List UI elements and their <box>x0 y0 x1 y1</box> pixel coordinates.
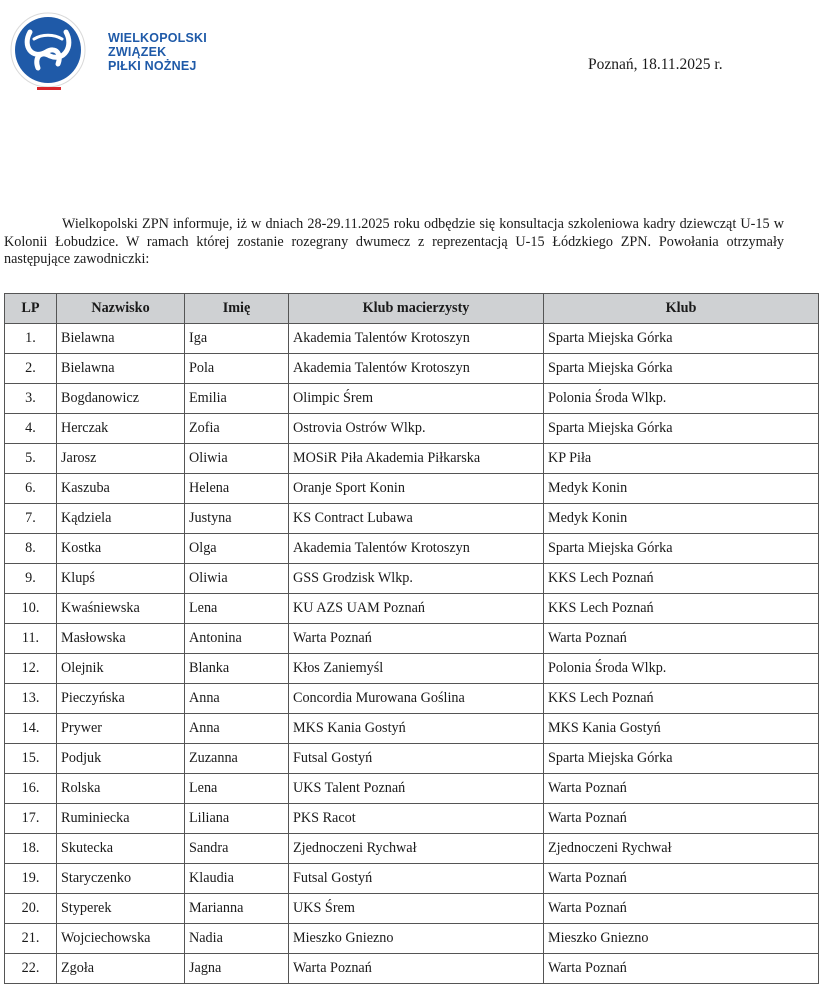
cell-lp: 2. <box>5 354 57 384</box>
table-row <box>5 534 819 564</box>
cell-lp: 11. <box>5 624 57 654</box>
cell-lp: 5. <box>5 444 57 474</box>
cell-club: Warta Poznań <box>544 624 819 654</box>
cell-lp: 10. <box>5 594 57 624</box>
cell-home-club: Futsal Gostyń <box>289 744 544 774</box>
cell-home-club: PKS Racot <box>289 804 544 834</box>
cell-home-club: KS Contract Lubawa <box>289 504 544 534</box>
cell-first-name: Oliwia <box>185 444 289 474</box>
cell-first-name: Zofia <box>185 414 289 444</box>
org-name-line-1: WIELKOPOLSKI <box>108 31 207 45</box>
cell-lp: 1. <box>5 324 57 354</box>
cell-club: KKS Lech Poznań <box>544 564 819 594</box>
cell-surname: Kądziela <box>57 504 185 534</box>
table-row <box>5 354 819 384</box>
cell-club: KP Piła <box>544 444 819 474</box>
cell-home-club: Mieszko Gniezno <box>289 924 544 954</box>
cell-club: MKS Kania Gostyń <box>544 714 819 744</box>
cell-lp: 3. <box>5 384 57 414</box>
cell-surname: Klupś <box>57 564 185 594</box>
cell-lp: 19. <box>5 864 57 894</box>
wzpn-logo-icon <box>8 12 90 94</box>
cell-club: KKS Lech Poznań <box>544 594 819 624</box>
cell-first-name: Marianna <box>185 894 289 924</box>
cell-first-name: Liliana <box>185 804 289 834</box>
cell-first-name: Iga <box>185 324 289 354</box>
cell-club: Warta Poznań <box>544 774 819 804</box>
cell-club: Warta Poznań <box>544 954 819 984</box>
cell-first-name: Anna <box>185 714 289 744</box>
cell-lp: 16. <box>5 774 57 804</box>
cell-home-club: MKS Kania Gostyń <box>289 714 544 744</box>
cell-lp: 22. <box>5 954 57 984</box>
cell-surname: Skutecka <box>57 834 185 864</box>
cell-first-name: Zuzanna <box>185 744 289 774</box>
cell-lp: 20. <box>5 894 57 924</box>
cell-club: Polonia Środa Wlkp. <box>544 384 819 414</box>
table-row <box>5 894 819 924</box>
header-surname: Nazwisko <box>57 294 185 324</box>
cell-home-club: Akademia Talentów Krotoszyn <box>289 324 544 354</box>
cell-surname: Podjuk <box>57 744 185 774</box>
cell-home-club: Kłos Zaniemyśl <box>289 654 544 684</box>
table-row <box>5 954 819 984</box>
cell-lp: 17. <box>5 804 57 834</box>
cell-home-club: Warta Poznań <box>289 624 544 654</box>
cell-lp: 18. <box>5 834 57 864</box>
cell-first-name: Klaudia <box>185 864 289 894</box>
intro-paragraph: Wielkopolski ZPN informuje, iż w dniach 28-29.11.2025 roku odbędzie się konsultacja szkoleniowa kadry dziewcząt U-15 w Kolonii Łobudzice. W ramach której zostanie rozegrany dwumecz z reprezentacją U-15 Łódzkiego ZPN. Powołania otrzymały następujące zawodniczki: <box>4 216 784 268</box>
table-body <box>5 324 819 984</box>
cell-lp: 21. <box>5 924 57 954</box>
table-row <box>5 924 819 954</box>
cell-club: Sparta Miejska Górka <box>544 324 819 354</box>
cell-home-club: Oranje Sport Konin <box>289 474 544 504</box>
cell-lp: 13. <box>5 684 57 714</box>
table-row <box>5 624 819 654</box>
cell-first-name: Justyna <box>185 504 289 534</box>
cell-home-club: Zjednoczeni Rychwał <box>289 834 544 864</box>
table-row <box>5 384 819 414</box>
cell-home-club: Akademia Talentów Krotoszyn <box>289 354 544 384</box>
cell-surname: Bielawna <box>57 354 185 384</box>
header-home-club: Klub macierzysty <box>289 294 544 324</box>
cell-home-club: MOSiR Piła Akademia Piłkarska <box>289 444 544 474</box>
table-header-row <box>5 294 819 324</box>
cell-surname: Herczak <box>57 414 185 444</box>
cell-club: Sparta Miejska Górka <box>544 534 819 564</box>
cell-surname: Kaszuba <box>57 474 185 504</box>
cell-surname: Olejnik <box>57 654 185 684</box>
cell-surname: Jarosz <box>57 444 185 474</box>
cell-club: KKS Lech Poznań <box>544 684 819 714</box>
cell-home-club: KU AZS UAM Poznań <box>289 594 544 624</box>
org-name-line-3: PIŁKI NOŻNEJ <box>108 59 197 73</box>
cell-club: Warta Poznań <box>544 864 819 894</box>
table-row <box>5 324 819 354</box>
cell-surname: Prywer <box>57 714 185 744</box>
cell-first-name: Blanka <box>185 654 289 684</box>
cell-home-club: Olimpic Śrem <box>289 384 544 414</box>
header-club: Klub <box>544 294 819 324</box>
cell-lp: 7. <box>5 504 57 534</box>
cell-surname: Rolska <box>57 774 185 804</box>
table-row <box>5 594 819 624</box>
cell-lp: 8. <box>5 534 57 564</box>
cell-surname: Masłowska <box>57 624 185 654</box>
cell-first-name: Antonina <box>185 624 289 654</box>
cell-club: Medyk Konin <box>544 504 819 534</box>
cell-surname: Staryczenko <box>57 864 185 894</box>
cell-club: Medyk Konin <box>544 474 819 504</box>
table-row <box>5 414 819 444</box>
players-table <box>4 293 819 984</box>
cell-surname: Ruminiecka <box>57 804 185 834</box>
cell-first-name: Lena <box>185 774 289 804</box>
table-row <box>5 774 819 804</box>
cell-surname: Bielawna <box>57 324 185 354</box>
cell-lp: 14. <box>5 714 57 744</box>
table-row <box>5 714 819 744</box>
cell-club: Mieszko Gniezno <box>544 924 819 954</box>
table-row <box>5 474 819 504</box>
cell-surname: Styperek <box>57 894 185 924</box>
table-row <box>5 444 819 474</box>
cell-club: Warta Poznań <box>544 804 819 834</box>
cell-home-club: Ostrovia Ostrów Wlkp. <box>289 414 544 444</box>
cell-first-name: Helena <box>185 474 289 504</box>
cell-lp: 15. <box>5 744 57 774</box>
cell-lp: 12. <box>5 654 57 684</box>
cell-first-name: Oliwia <box>185 564 289 594</box>
cell-surname: Bogdanowicz <box>57 384 185 414</box>
cell-club: Polonia Środa Wlkp. <box>544 654 819 684</box>
cell-first-name: Anna <box>185 684 289 714</box>
table-row <box>5 804 819 834</box>
table-row <box>5 504 819 534</box>
cell-first-name: Pola <box>185 354 289 384</box>
table-row <box>5 864 819 894</box>
cell-lp: 4. <box>5 414 57 444</box>
table-row <box>5 744 819 774</box>
table-row <box>5 834 819 864</box>
cell-surname: Wojciechowska <box>57 924 185 954</box>
header-lp: LP <box>5 294 57 324</box>
table-row <box>5 564 819 594</box>
cell-first-name: Emilia <box>185 384 289 414</box>
cell-club: Zjednoczeni Rychwał <box>544 834 819 864</box>
cell-first-name: Olga <box>185 534 289 564</box>
cell-first-name: Lena <box>185 594 289 624</box>
organization-name <box>108 31 207 73</box>
cell-first-name: Jagna <box>185 954 289 984</box>
cell-club: Warta Poznań <box>544 894 819 924</box>
cell-first-name: Sandra <box>185 834 289 864</box>
cell-surname: Pieczyńska <box>57 684 185 714</box>
cell-club: Sparta Miejska Górka <box>544 414 819 444</box>
cell-surname: Zgoła <box>57 954 185 984</box>
header-first-name: Imię <box>185 294 289 324</box>
cell-home-club: Akademia Talentów Krotoszyn <box>289 534 544 564</box>
cell-lp: 9. <box>5 564 57 594</box>
cell-home-club: Concordia Murowana Goślina <box>289 684 544 714</box>
cell-club: Sparta Miejska Górka <box>544 354 819 384</box>
document-date: Poznań, 18.11.2025 r. <box>588 56 723 73</box>
cell-surname: Kostka <box>57 534 185 564</box>
cell-home-club: GSS Grodzisk Wlkp. <box>289 564 544 594</box>
cell-club: Sparta Miejska Górka <box>544 744 819 774</box>
table-row <box>5 684 819 714</box>
table-row <box>5 654 819 684</box>
org-name-line-2: ZWIĄZEK <box>108 45 167 59</box>
cell-first-name: Nadia <box>185 924 289 954</box>
cell-surname: Kwaśniewska <box>57 594 185 624</box>
cell-lp: 6. <box>5 474 57 504</box>
cell-home-club: UKS Talent Poznań <box>289 774 544 804</box>
cell-home-club: UKS Śrem <box>289 894 544 924</box>
cell-home-club: Futsal Gostyń <box>289 864 544 894</box>
cell-home-club: Warta Poznań <box>289 954 544 984</box>
